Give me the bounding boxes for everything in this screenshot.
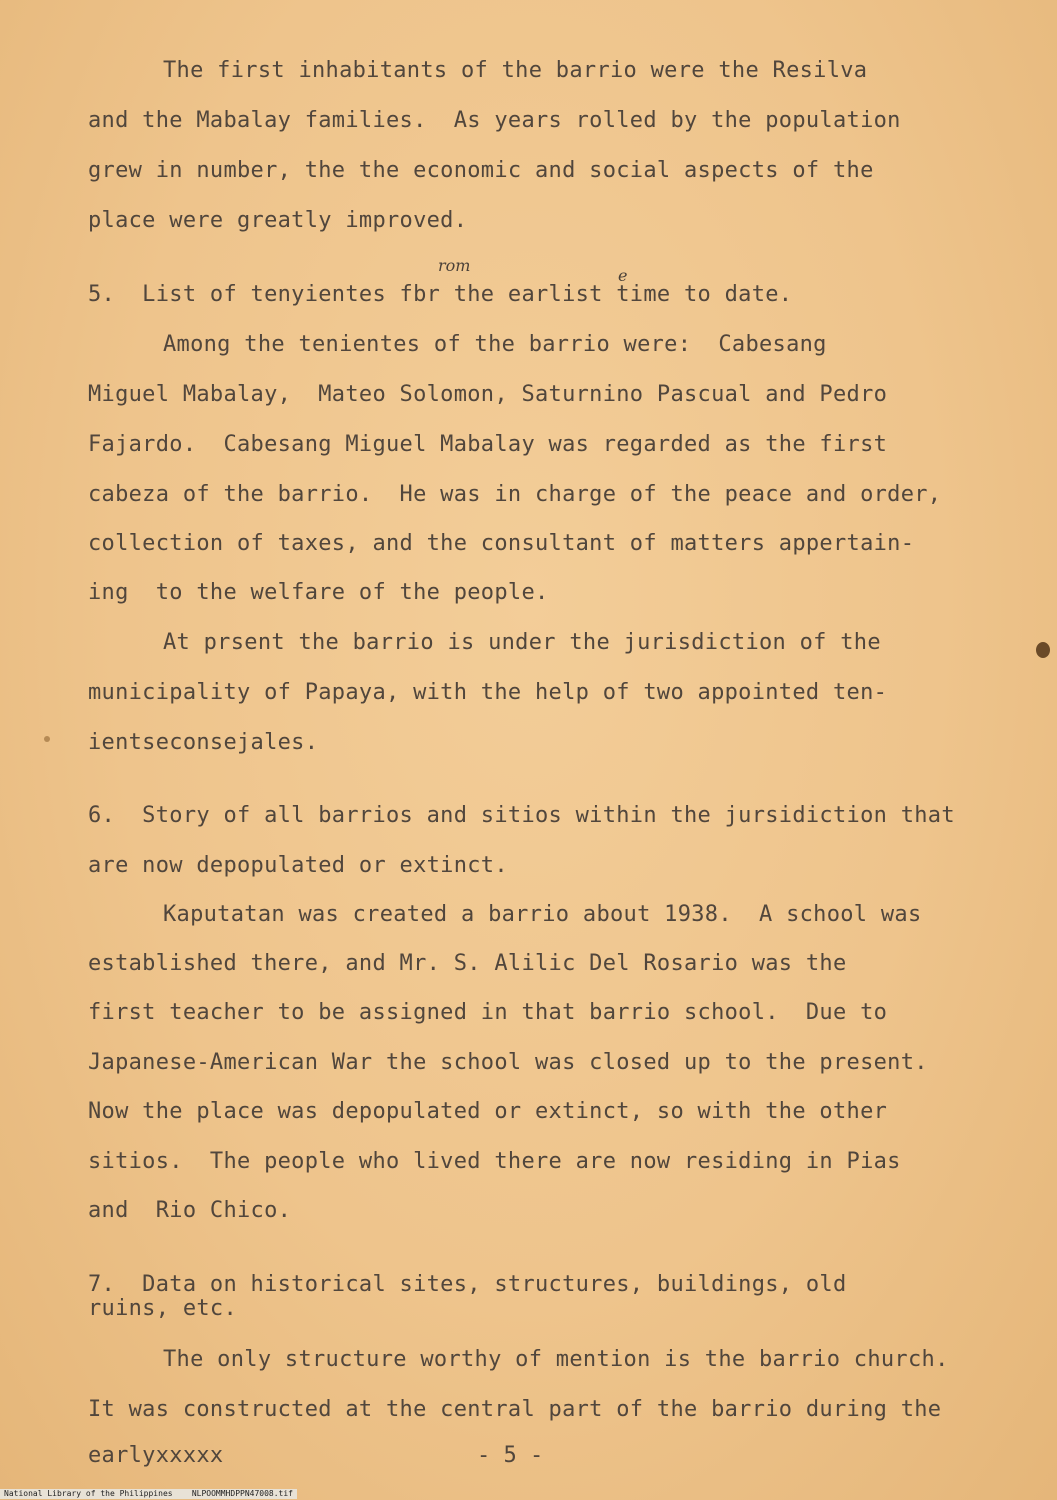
text-line: Fajardo. Cabesang Miguel Mabalay was regarded as the first <box>88 432 888 457</box>
section-heading-5: 5. List of tenyientes fbr the earlist time to date. <box>88 282 793 307</box>
archive-footer: National Library of the Philippines NLPOOMMHDPPN47008.tif <box>0 1489 297 1499</box>
text-line: Kaputatan was created a barrio about 1938. A school was <box>163 902 922 927</box>
handwritten-note: rom <box>438 256 471 275</box>
text-line: At prsent the barrio is under the jurisdiction of the <box>163 630 881 655</box>
text-line: grew in number, the the economic and social aspects of the <box>88 158 874 183</box>
text-line: established there, and Mr. S. Alilic Del Rosario was the <box>88 951 847 976</box>
text-line: Now the place was depopulated or extinct, so with the other <box>88 1099 888 1124</box>
ink-stain <box>44 736 50 742</box>
text-line: municipality of Papaya, with the help of two appointed ten- <box>88 680 888 705</box>
text-line: earlyxxxxx <box>88 1443 224 1468</box>
text-line: collection of taxes, and the consultant of matters appertain- <box>88 531 915 556</box>
text-line: Among the tenientes of the barrio were: Cabesang <box>163 332 827 357</box>
text-line: ientseconsejales. <box>88 730 319 755</box>
section-heading-6-cont: are now depopulated or extinct. <box>88 853 508 878</box>
text-line: ing to the welfare of the people. <box>88 580 549 605</box>
text-line: and the Mabalay families. As years rolled by the population <box>88 108 901 133</box>
text-line: The first inhabitants of the barrio were the Resilva <box>163 58 868 83</box>
ink-stain <box>1036 642 1050 658</box>
text-line: Japanese-American War the school was closed up to the present. <box>88 1050 928 1075</box>
text-line: It was constructed at the central part of the barrio during the <box>88 1397 942 1422</box>
text-line: cabeza of the barrio. He was in charge of the peace and order, <box>88 482 942 507</box>
text-line: and Rio Chico. <box>88 1198 292 1223</box>
page-number: - 5 - <box>477 1443 544 1468</box>
text-line: first teacher to be assigned in that barrio school. Due to <box>88 1000 888 1025</box>
text-line: Miguel Mabalay, Mateo Solomon, Saturnino Pascual and Pedro <box>88 382 888 407</box>
text-line: place were greatly improved. <box>88 208 468 233</box>
handwritten-note: e <box>618 266 628 285</box>
section-heading-7-cont: ruins, etc. <box>88 1296 237 1321</box>
text-line: sitios. The people who lived there are now residing in Pias <box>88 1149 901 1174</box>
text-line: The only structure worthy of mention is the barrio church. <box>163 1347 949 1372</box>
section-heading-6: 6. Story of all barrios and sitios within the jursidiction that <box>88 803 955 828</box>
section-heading-7: 7. Data on historical sites, structures, buildings, old <box>88 1272 847 1297</box>
